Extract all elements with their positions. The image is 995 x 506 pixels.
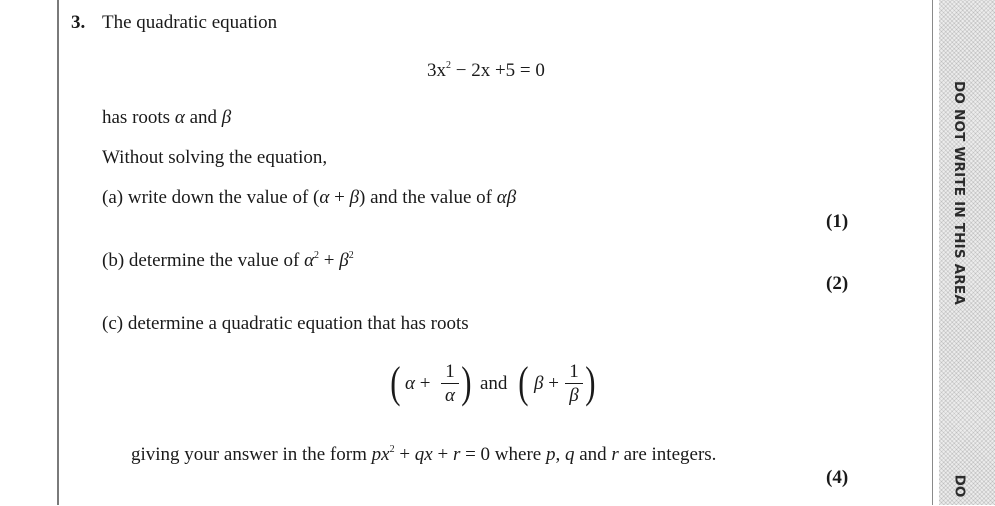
beta-term: β + xyxy=(534,373,559,394)
part-b-marks: (2) xyxy=(826,273,849,294)
left-paren-2: ( xyxy=(518,358,529,407)
right-paren-1: ) xyxy=(461,358,472,407)
and-word: and xyxy=(480,373,508,394)
right-paren-2: ) xyxy=(585,358,596,407)
part-c: (c) determine a quadratic equation that has roots xyxy=(102,313,469,334)
margin-warning-partial: DO xyxy=(951,474,967,498)
answer-form-instruction: giving your answer in the form $px^2$ + qx + r = 0 where p, q and r are integers. xyxy=(131,444,717,465)
margin-warning: DO NOT WRITE IN THIS AREA xyxy=(951,81,967,305)
left-paren-1: ( xyxy=(390,358,401,407)
question-number: 3. xyxy=(71,12,86,33)
instruction-line: Without solving the equation, xyxy=(102,147,328,168)
roots-line: has roots α and β xyxy=(102,107,232,128)
right-margin-rule xyxy=(932,0,933,505)
part-a-marks: (1) xyxy=(826,211,849,232)
quadratic-equation: $3x^2 - 2x +5 = 0$ xyxy=(427,60,545,81)
left-margin-rule xyxy=(57,0,59,505)
fraction-one-over-alpha: 1 α xyxy=(442,362,458,405)
alpha-term: α + xyxy=(405,373,431,394)
part-a: (a) write down the value of (α + β) and the value of αβ xyxy=(102,187,517,208)
part-c-marks: (4) xyxy=(826,467,849,488)
fraction-one-over-beta: 1 β xyxy=(566,362,582,405)
question-stem: The quadratic equation xyxy=(102,12,278,33)
part-b: (b) determine the value of $\alpha^2 + \beta^2$ xyxy=(102,250,354,271)
